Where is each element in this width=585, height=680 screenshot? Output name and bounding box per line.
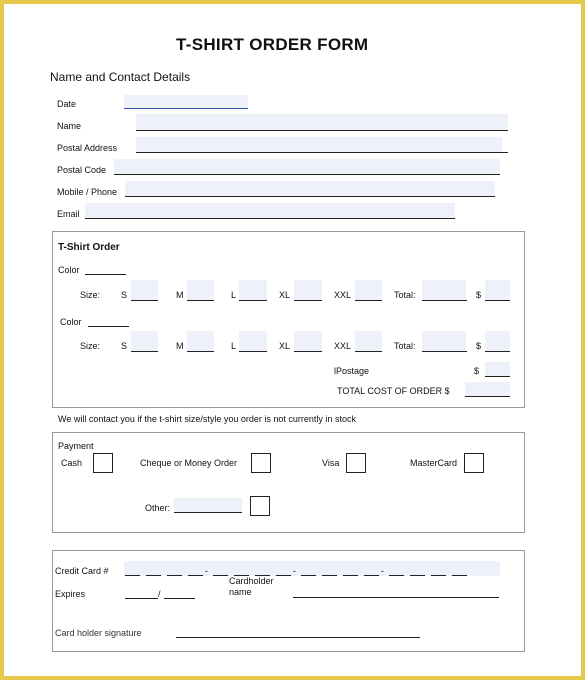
postage-bg (485, 362, 510, 376)
postage-label: lPostage (334, 366, 370, 376)
price-field-1[interactable] (485, 300, 510, 301)
size-xxl-label-2: XXL (334, 341, 352, 351)
size-s-label-1: S (121, 290, 128, 300)
card-digit-slot[interactable] (146, 575, 161, 576)
card-group-dash: - (381, 566, 384, 576)
total-field-1[interactable] (422, 300, 467, 301)
color-label-2: Color (60, 317, 82, 327)
name-field-bg (136, 114, 508, 130)
card-group-dash: - (205, 566, 208, 576)
cash-checkbox[interactable] (93, 453, 113, 473)
size-xxl-bg-1 (355, 280, 382, 300)
size-l-field-1[interactable] (239, 300, 267, 301)
total-label-2: Total: (394, 341, 416, 351)
size-s-field-2[interactable] (131, 351, 158, 352)
price-bg-2 (485, 331, 510, 351)
mobile-phone-field[interactable] (125, 196, 495, 197)
mobile-phone-field-bg (125, 181, 495, 196)
visa-checkbox[interactable] (346, 453, 366, 473)
size-l-bg-1 (239, 280, 267, 300)
postage-dollar-label: $ (474, 366, 480, 376)
total-cost-label: TOTAL COST OF ORDER $ (337, 386, 450, 396)
card-digit-slot[interactable] (255, 575, 270, 576)
size-xxl-bg-2 (355, 331, 382, 351)
other-label: Other: (145, 503, 171, 513)
card-digit-slot[interactable] (276, 575, 291, 576)
order-form-page (4, 4, 581, 676)
date-label: Date (57, 99, 77, 109)
size-l-field-2[interactable] (239, 351, 267, 352)
mastercard-label: MasterCard (410, 458, 458, 468)
total-bg-1 (422, 280, 466, 300)
size-xl-bg-2 (294, 331, 322, 351)
dollar-label-2: $ (476, 341, 482, 351)
payment-section (52, 432, 525, 533)
size-xxl-field-2[interactable] (355, 351, 382, 352)
card-digit-slot[interactable] (234, 575, 249, 576)
email-field-bg (85, 203, 455, 218)
size-l-label-1: L (231, 290, 237, 300)
card-number-bg (124, 561, 500, 576)
size-xl-label-1: XL (279, 290, 291, 300)
mobile-phone-label: Mobile / Phone (57, 187, 118, 197)
size-m-bg-1 (187, 280, 214, 300)
size-l-label-2: L (231, 341, 237, 351)
date-field[interactable] (124, 108, 248, 109)
card-digit-slot[interactable] (188, 575, 203, 576)
postal-code-field-bg (114, 159, 500, 174)
size-xl-field-1[interactable] (294, 300, 322, 301)
signature-label: Card holder signature (55, 628, 142, 638)
card-digit-slot[interactable] (322, 575, 337, 576)
contact-heading: Name and Contact Details (50, 70, 191, 84)
cardholder-name-label: Cardholder name (229, 576, 274, 597)
cash-label: Cash (61, 458, 83, 468)
price-field-2[interactable] (485, 351, 510, 352)
size-m-bg-2 (187, 331, 214, 351)
color-label-1: Color (58, 265, 80, 275)
size-xl-label-2: XL (279, 341, 291, 351)
size-label-2: Size: (80, 341, 101, 351)
card-digit-slot[interactable] (410, 575, 425, 576)
tshirt-order-section (52, 231, 525, 408)
total-bg-2 (422, 331, 466, 351)
email-label: Email (57, 209, 80, 219)
card-digit-slot[interactable] (301, 575, 316, 576)
visa-label: Visa (322, 458, 340, 468)
size-s-field-1[interactable] (131, 300, 158, 301)
postal-address-field-bg (136, 137, 502, 152)
size-s-bg-1 (131, 280, 158, 300)
cheque-label: Cheque or Money Order (140, 458, 238, 468)
dollar-label-1: $ (476, 290, 482, 300)
size-xxl-label-1: XXL (334, 290, 352, 300)
postal-code-field[interactable] (114, 174, 500, 175)
total-field-2[interactable] (422, 351, 467, 352)
card-group-dash: - (293, 566, 296, 576)
other-field[interactable] (174, 512, 242, 513)
color-field-1[interactable] (85, 274, 126, 275)
card-digit-slot[interactable] (389, 575, 404, 576)
size-l-bg-2 (239, 331, 267, 351)
card-digit-slot[interactable] (431, 575, 446, 576)
expires-separator: / (158, 589, 161, 599)
size-m-field-1[interactable] (187, 300, 214, 301)
card-digit-slot[interactable] (125, 575, 140, 576)
card-digit-slot[interactable] (213, 575, 228, 576)
credit-card-label: Credit Card # (55, 566, 109, 576)
card-digit-slot[interactable] (167, 575, 182, 576)
card-digit-slot[interactable] (343, 575, 358, 576)
size-label-1: Size: (80, 290, 101, 300)
total-cost-field[interactable] (465, 396, 510, 397)
expires-year-field[interactable] (164, 598, 195, 599)
size-m-label-1: M (176, 290, 184, 300)
size-xl-bg-1 (294, 280, 322, 300)
name-field[interactable] (136, 130, 508, 131)
card-digit-slot[interactable] (364, 575, 379, 576)
price-bg-1 (485, 280, 510, 300)
size-s-label-2: S (121, 341, 128, 351)
size-s-bg-2 (131, 331, 158, 351)
payment-heading: Payment (58, 441, 94, 451)
cheque-checkbox[interactable] (251, 453, 271, 473)
postal-address-field[interactable] (136, 152, 508, 153)
size-xxl-field-1[interactable] (355, 300, 382, 301)
mastercard-checkbox[interactable] (464, 453, 484, 473)
total-label-1: Total: (394, 290, 416, 300)
postage-field[interactable] (485, 376, 510, 377)
signature-field[interactable] (176, 637, 420, 638)
color-field-2[interactable] (88, 326, 129, 327)
postal-address-label: Postal Address (57, 143, 118, 153)
expires-month-field[interactable] (125, 598, 158, 599)
name-label: Name (57, 121, 82, 131)
date-field-bg (124, 95, 248, 109)
postal-code-label: Postal Code (57, 165, 107, 175)
expires-label: Expires (55, 589, 86, 599)
cardholder-name-field[interactable] (293, 597, 499, 598)
size-xl-field-2[interactable] (294, 351, 322, 352)
order-heading: T-Shirt Order (58, 242, 120, 253)
stock-notice: We will contact you if the t-shirt size/style you order is not currently in stock (58, 414, 356, 424)
total-cost-bg (465, 382, 510, 396)
card-digit-slot[interactable] (452, 575, 467, 576)
other-field-bg (174, 498, 242, 512)
size-m-label-2: M (176, 341, 184, 351)
form-title: T-SHIRT ORDER FORM (176, 35, 369, 54)
other-checkbox[interactable] (250, 496, 270, 516)
size-m-field-2[interactable] (187, 351, 214, 352)
email-field[interactable] (85, 218, 455, 219)
